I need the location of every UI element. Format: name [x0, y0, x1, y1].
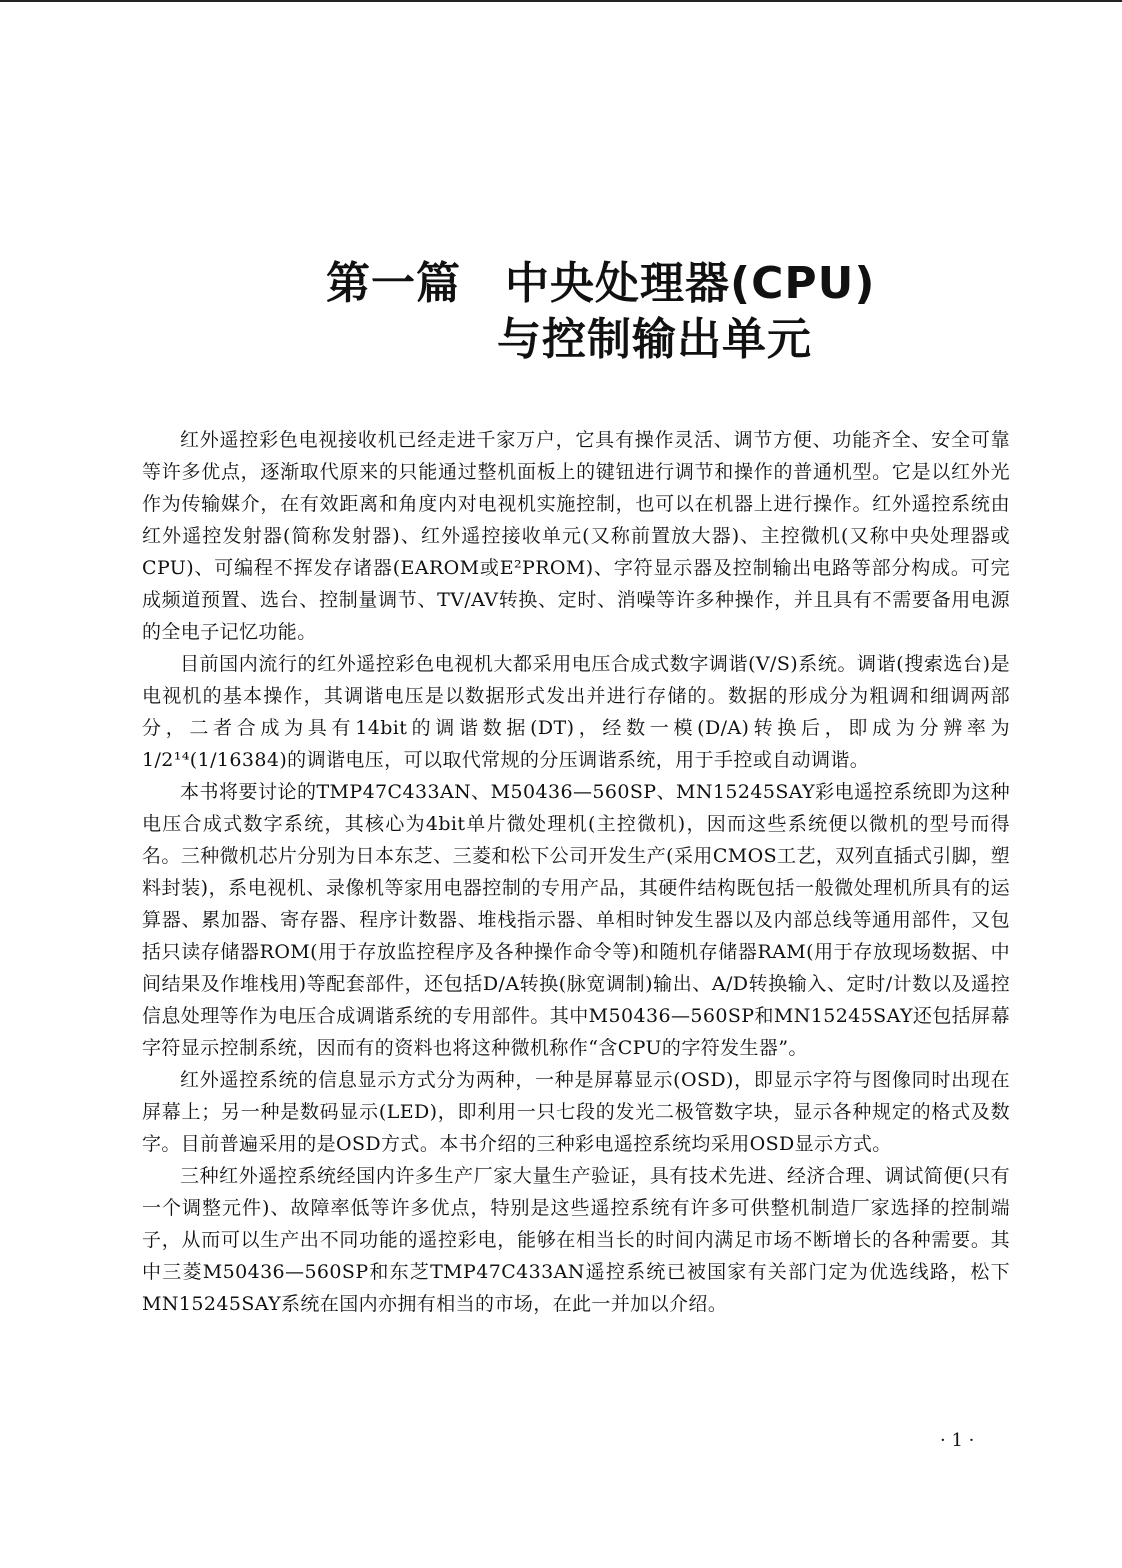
- paragraph-microprocessor: 本书将要讨论的TMP47C433AN、M50436—560SP、MN15245SAY彩电遥控系统即为这种电压合成式数字系统，其核心为4bit单片微处理机(主控微机)，因而这些系统便以微机的型号而得名。三种微机芯片分别为日本东芝、三菱和松下公司开发生产(采用CMOS工艺，双列直插式引脚，塑料封装)，系电视机、录像机等家用电器控制的专用产品，其硬件结构既包括一般微处理机所具有的运算器、累加器、寄存器、程序计数器、堆栈指示器、单相时钟发生器以及内部总线等通用部件，又包括只读存储器ROM(用于存放监控程序及各种操作命令等)和随机存储器RAM(用于存放现场数据、中间结果及作堆栈用)等配套部件，还包括D/A转换(脉宽调制)输出、A/D转换输入、定时/计数以及遥控信息处理等作为电压合成调谐系统的专用部件。其中M50436—560SP和MN15245SAY还包括屏幕字符显示控制系统，因而有的资料也将这种微机称作“含CPU的字符发生器”。: [142, 781, 1010, 1059]
- paragraph-summary: 三种红外遥控系统经国内许多生产厂家大量生产验证，具有技术先进、经济合理、调试简便(只有一个调整元件)、故障率低等许多优点，特别是这些遥控系统有许多可供整机制造厂家选择的控制端子，从而可以生产出不同功能的遥控彩电，能够在相当长的时间内满足市场不断增长的各种需要。其中三菱M50436—560SP和东芝TMP47C433AN遥控系统已被国家有关部门定为优选线路，松下MN15245SAY系统在国内亦拥有相当的市场，在此一并加以介绍。: [142, 1165, 1010, 1315]
- title-line-1: [326, 255, 876, 313]
- top-border-line: [0, 0, 1122, 2]
- paragraph-display: 红外遥控系统的信息显示方式分为两种，一种是屏幕显示(OSD)，即显示字符与图像同时出现在屏幕上；另一种是数码显示(LED)，即利用一只七段的发光二极管数字块，显示各种规定的格式及数字。目前普遍采用的是OSD方式。本书介绍的三种彩电遥控系统均采用OSD显示方式。: [142, 1069, 1010, 1155]
- paragraph-tuning: 目前国内流行的红外遥控彩色电视机大都采用电压合成式数字调谐(V/S)系统。调谐(搜索选台)是电视机的基本操作，其调谐电压是以数据形式发出并进行存储的。数据的形成分为粗调和细调两部分，二者合成为具有14bit的调谐数据(DT)，经数一模(D/A)转换后，即成为分辨率为1/2¹⁴(1/16384)的调谐电压，可以取代常规的分压调谐系统，用于手控或自动调谐。: [142, 653, 1010, 771]
- paragraph-intro: 红外遥控彩色电视接收机已经走进千家万户，它具有操作灵活、调节方便、功能齐全、安全可靠等许多优点，逐渐取代原来的只能通过整机面板上的键钮进行调节和操作的普通机型。它是以红外光作为传输媒介，在有效距离和角度内对电视机实施控制，也可以在机器上进行操作。红外遥控系统由红外遥控发射器(简称发射器)、红外遥控接收单元(又称前置放大器)、主控微机(又称中央处理器或CPU)、可编程不挥发存诸器(EAROM或E²PROM)、字符显示器及控制输出电路等部分构成。可完成频道预置、选台、控制量调节、TV/AV转换、定时、消噪等许多种操作，并且具有不需要备用电源的全电子记忆功能。: [142, 429, 1010, 643]
- chapter-label: 第一篇: [326, 258, 461, 309]
- body-text: [142, 424, 1010, 1320]
- chapter-title-main: 中央处理器(CPU): [505, 258, 876, 309]
- chapter-title-sub: 与控制输出单元: [497, 314, 812, 365]
- page-number: · 1 ·: [940, 1430, 975, 1451]
